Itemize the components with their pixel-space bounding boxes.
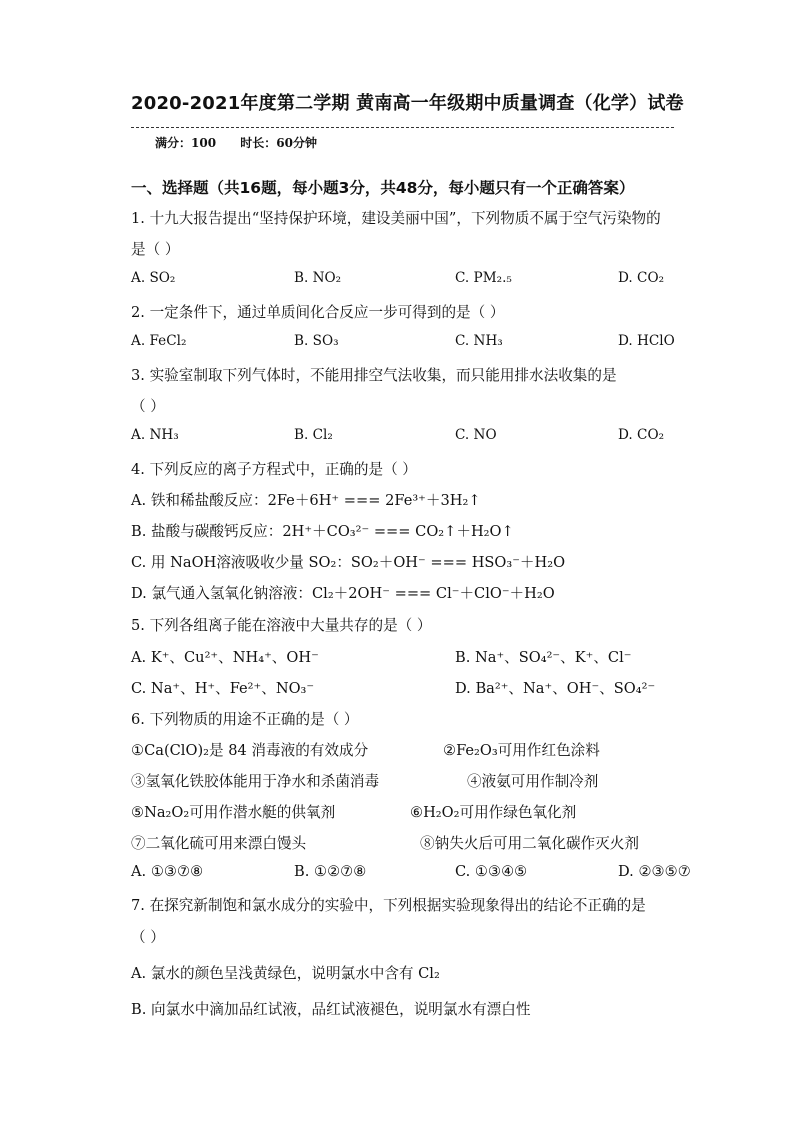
exam-title: 2020-2021年度第二学期 黄南高一年级期中质量调查（化学）试卷 bbox=[131, 93, 684, 114]
q4-option-c: C. 用 NaOH溶液吸收少量 SO₂：SO₂＋OH⁻ === HSO₃⁻＋H₂O bbox=[131, 554, 566, 571]
question-4-stem: 4. 下列反应的离子方程式中，正确的是（ ） bbox=[131, 461, 417, 478]
q6-option-c: C. ①③④⑤ bbox=[455, 863, 528, 880]
title-divider bbox=[131, 127, 674, 128]
q2-option-c: C. NH₃ bbox=[455, 333, 503, 349]
q7-option-b: B. 向氯水中滴加品红试液，品红试液褪色，说明氯水有漂白性 bbox=[131, 1001, 531, 1018]
q1-option-b: B. NO₂ bbox=[294, 270, 342, 286]
q1-option-c: C. PM₂.₅ bbox=[455, 270, 512, 286]
q3-option-a: A. NH₃ bbox=[131, 427, 179, 443]
q6-option-a: A. ①③⑦⑧ bbox=[131, 863, 204, 880]
q4-option-a: A. 铁和稀盐酸反应：2Fe＋6H⁺ === 2Fe³⁺＋3H₂↑ bbox=[131, 492, 481, 509]
q6-item-4: ④液氨可用作制冷剂 bbox=[467, 773, 599, 790]
exam-meta bbox=[155, 134, 337, 151]
question-2-stem: 2. 一定条件下，通过单质间化合反应一步可得到的是（ ） bbox=[131, 304, 505, 321]
q7-option-a: A. 氯水的颜色呈浅黄绿色，说明氯水中含有 Cl₂ bbox=[131, 965, 440, 982]
q4-option-b: B. 盐酸与碳酸钙反应：2H⁺＋CO₃²⁻ === CO₂↑＋H₂O↑ bbox=[131, 523, 514, 540]
q2-option-a: A. FeCl₂ bbox=[131, 333, 187, 349]
q1-option-a: A. SO₂ bbox=[131, 270, 176, 286]
duration: 时长：60分钟 bbox=[240, 136, 317, 150]
q5-option-d: D. Ba²⁺、Na⁺、OH⁻、SO₄²⁻ bbox=[455, 680, 656, 697]
q6-item-1: ①Ca(ClO)₂是 84 消毒液的有效成分 bbox=[131, 742, 369, 759]
q6-item-6: ⑥H₂O₂可用作绿色氧化剂 bbox=[410, 804, 577, 821]
q5-option-a: A. K⁺、Cu²⁺、NH₄⁺、OH⁻ bbox=[131, 649, 319, 666]
q4-option-d: D. 氯气通入氢氧化钠溶液：Cl₂＋2OH⁻ === Cl⁻＋ClO⁻＋H₂O bbox=[131, 585, 555, 602]
q2-option-d: D. HClO bbox=[618, 333, 675, 349]
q6-item-2: ②Fe₂O₃可用作红色涂料 bbox=[443, 742, 600, 759]
q6-option-b: B. ①②⑦⑧ bbox=[294, 863, 367, 880]
q6-item-8: ⑧钠失火后可用二氧化碳作灭火剂 bbox=[420, 835, 639, 852]
q6-item-5: ⑤Na₂O₂可用作潜水艇的供氧剂 bbox=[131, 804, 336, 821]
q2-option-b: B. SO₃ bbox=[294, 333, 339, 349]
q3-option-d: D. CO₂ bbox=[618, 427, 665, 443]
q6-item-7: ⑦二氧化硫可用来漂白馒头 bbox=[131, 835, 307, 852]
question-3-stem-cont: （ ） bbox=[131, 398, 165, 415]
question-6-stem: 6. 下列物质的用途不正确的是（ ） bbox=[131, 711, 359, 728]
question-7-stem: 7. 在探究新制饱和氯水成分的实验中，下列根据实验现象得出的结论不正确的是 bbox=[131, 897, 646, 914]
full-score: 满分：100 bbox=[155, 136, 217, 150]
q5-option-b: B. Na⁺、SO₄²⁻、K⁺、Cl⁻ bbox=[455, 649, 632, 666]
section-heading: 一、选择题（共16题，每小题3分，共48分，每小题只有一个正确答案） bbox=[131, 179, 635, 197]
q6-option-d: D. ②③⑤⑦ bbox=[618, 863, 691, 880]
q6-item-3: ③氢氧化铁胶体能用于净水和杀菌消毒 bbox=[131, 773, 380, 790]
q3-option-c: C. NO bbox=[455, 427, 497, 443]
q5-option-c: C. Na⁺、H⁺、Fe²⁺、NO₃⁻ bbox=[131, 680, 315, 697]
question-3-stem: 3. 实验室制取下列气体时，不能用排空气法收集，而只能用排水法收集的是 bbox=[131, 367, 617, 384]
question-1-stem-cont: 是（ ） bbox=[131, 241, 180, 258]
q3-option-b: B. Cl₂ bbox=[294, 427, 333, 443]
q1-option-d: D. CO₂ bbox=[618, 270, 665, 286]
question-5-stem: 5. 下列各组离子能在溶液中大量共存的是（ ） bbox=[131, 617, 432, 634]
question-1-stem: 1. 十九大报告提出“坚持保护环境，建设美丽中国”，下列物质不属于空气污染物的 bbox=[131, 210, 661, 227]
question-7-stem-cont: （ ） bbox=[131, 929, 165, 946]
